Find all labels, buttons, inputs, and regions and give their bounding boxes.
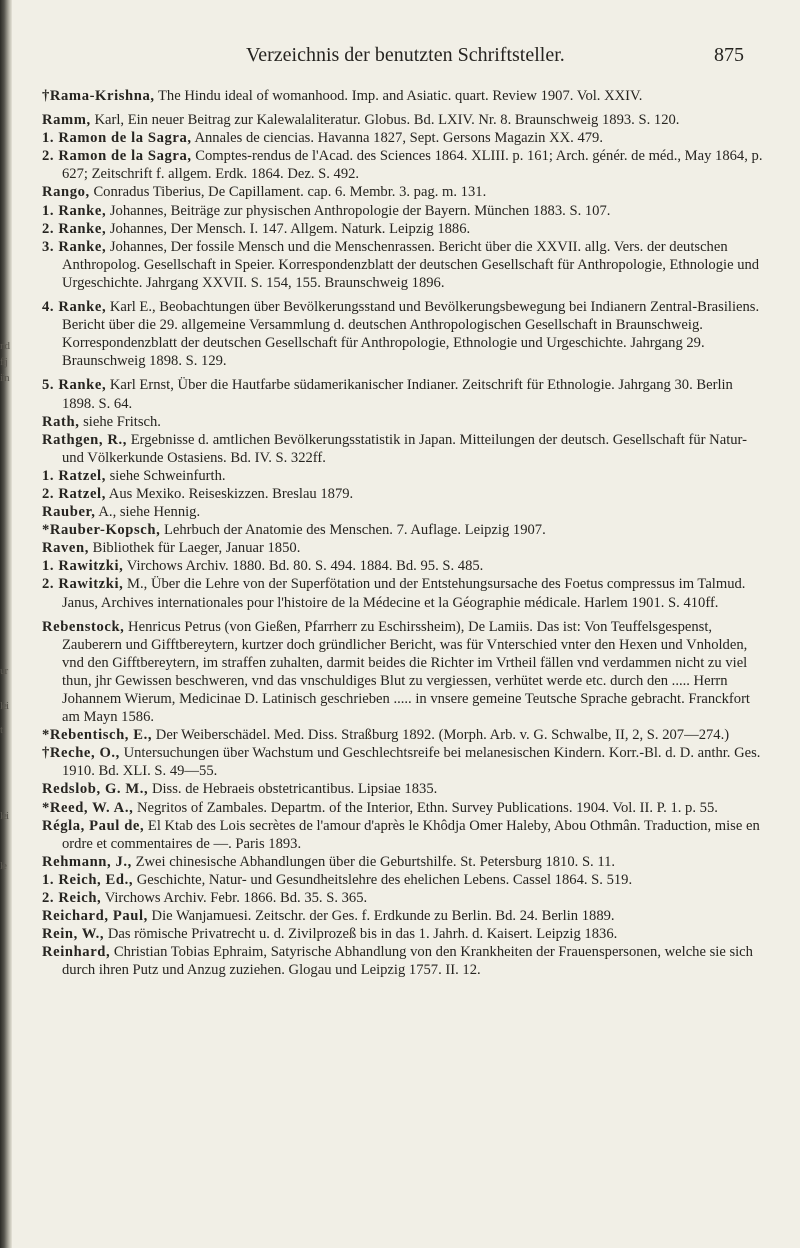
entry-text: The Hindu ideal of womanhood. Imp. and Asiatic. quart. Review 1907. Vol. XXIV. xyxy=(154,88,643,104)
entry-author: Rauber, xyxy=(42,504,96,521)
entry-text: Annales de ciencias. Havanna 1827, Sept. Gersons Magazin XX. 479. xyxy=(191,130,603,147)
bibliography-entry xyxy=(42,907,764,925)
entry-text: Johannes, Beiträge zur physischen Anthropologie der Bayern. München 1883. S. 107. xyxy=(106,202,611,219)
entry-author: *Reed, W. A., xyxy=(42,799,134,816)
bibliography-entry xyxy=(42,521,764,539)
bibliography-entry xyxy=(42,238,764,292)
entry-author: 3. Ranke, xyxy=(42,238,107,255)
gutter-bleed-marks: nd fij iin ur lei t lei le xyxy=(0,340,9,872)
entry-author: Redslob, G. M., xyxy=(42,781,149,798)
entry-text: Johannes, Der Mensch. I. 147. Allgem. Naturk. Leipzig 1886. xyxy=(106,220,471,237)
running-title: Verzeichnis der benutzten Schriftsteller. xyxy=(246,44,565,66)
bibliography-entry xyxy=(42,129,764,147)
entry-author: Reinhard, xyxy=(42,944,111,961)
bibliography-entry xyxy=(42,889,764,907)
entry-text: Negritos of Zambales. Departm. of the Interior, Ethn. Survey Publications. 1904. Vol. II. P. 1. p. 55. xyxy=(133,799,718,816)
entry-text: Geschichte, Natur- und Gesundheitslehre des ehelichen Lebens. Cassel 1864. S. 519. xyxy=(133,871,633,888)
entry-text: siehe Schweinfurth. xyxy=(105,467,226,484)
entry-author: Ramm, xyxy=(42,112,91,129)
entry-text: Das römische Privatrecht u. d. Zivilprozeß bis in das 1. Jahrh. d. Kaisert. Leipzig 1836. xyxy=(104,926,618,943)
entry-text: Untersuchungen über Wachstum und Geschlechtsreife bei melanesischen Kindern. Korr.-Bl. d. D. anthr. Ges. 1910. Bd. XLI. S. 49—55. xyxy=(62,745,761,780)
entry-author: 1. Rawitzki, xyxy=(42,558,124,575)
entry-author: *Rebentisch, E., xyxy=(42,727,153,744)
bibliography-entry xyxy=(42,485,764,503)
bibliography-list xyxy=(42,87,764,980)
entry-author: 2. Ramon de la Sagra, xyxy=(42,148,192,165)
bibliography-entry xyxy=(42,925,764,943)
entry-text: Johannes, Der fossile Mensch und die Menschenrassen. Bericht über die XXVII. allg. Vers. der deutschen Anthropolog. Gesellschaft in Speier. Korrespondenzblatt der deutschen Gesellschaft für Anthropologie, Ethnologie und Urgeschichte. Jahrgang XXVII. S. 154, 155. Braunschweig 1896. xyxy=(62,238,760,291)
entry-text: Henricus Petrus (von Gießen, Pfarrherr zu Eschirssheim), De Lamiis. Das ist: Von Teuffelsgespenst, Zauberern und Gifftbereytern, kurtzer doch gründlicher Bericht, was für Vnterschied vnter den Hexen und Vnholden, vnd den Gifftbereytern, im straffen zuhalten, darmit beides die Richter im Vrtheil fällen vnd verdammen nicht zu viel thun, jhr Gewissen beschweren, vnd das vnschuldiges Blut zu vergiessen, verhütet werde etc. durch den ..... Herrn Johannem Wierum, Medicinae D. Latinisch geschrieben ..... in vnsere gemeine Teutsche Sprache gebracht. Franckfort am Mayn 1586. xyxy=(62,618,750,726)
entry-author: 1. Reich, Ed., xyxy=(42,871,134,888)
bibliography-entry xyxy=(42,183,764,201)
bibliography-entry xyxy=(42,539,764,557)
entry-text: Bibliothek für Laeger, Januar 1850. xyxy=(88,540,301,557)
bibliography-entry xyxy=(42,87,764,105)
bibliography-entry xyxy=(42,431,764,467)
entry-author: 2. Reich, xyxy=(42,890,102,907)
bibliography-entry xyxy=(42,853,764,871)
entry-text: Conradus Tiberius, De Capillament. cap. 6. Membr. 3. pag. m. 131. xyxy=(89,184,487,201)
bibliography-entry xyxy=(42,557,764,575)
entry-text: Virchows Archiv. Febr. 1866. Bd. 35. S. 365. xyxy=(101,890,368,907)
entry-author: Raven, xyxy=(42,540,89,557)
bibliography-entry xyxy=(42,202,764,220)
entry-author: Rathgen, R., xyxy=(42,431,128,448)
entry-text: Der Weiberschädel. Med. Diss. Straßburg 1892. (Morph. Arb. v. G. Schwalbe, II, 2, S. 207—274.) xyxy=(152,727,730,744)
bibliography-entry xyxy=(42,744,764,780)
entry-author: 5. Ranke, xyxy=(42,377,107,394)
entry-author: Rath, xyxy=(42,413,80,430)
bibliography-entry xyxy=(42,413,764,431)
entry-text: Die Wanjamuesi. Zeitschr. der Ges. f. Erdkunde zu Berlin. Bd. 24. Berlin 1889. xyxy=(147,908,615,925)
bibliography-entry xyxy=(42,503,764,521)
bibliography-entry xyxy=(42,799,764,817)
entry-author: *Rauber-Kopsch, xyxy=(42,522,161,539)
bibliography-entry xyxy=(42,575,764,611)
bibliography-entry xyxy=(42,871,764,889)
bibliography-entry xyxy=(42,298,764,370)
entry-author: 4. Ranke, xyxy=(42,299,107,316)
bibliography-entry xyxy=(42,147,764,183)
bibliography-entry xyxy=(42,780,764,798)
entry-text: M., Über die Lehre von der Superfötation und der Entstehungsursache des Foetus compressus im Talmud. Janus, Archives internationales pour l'histoire de la Médecine et la Géographie médicale. Harlem 1901. S. 410ff. xyxy=(62,576,746,611)
entry-text: Virchows Archiv. 1880. Bd. 80. S. 494. 1884. Bd. 95. S. 485. xyxy=(123,558,484,575)
entry-text: Aus Mexiko. Reiseskizzen. Breslau 1879. xyxy=(105,485,354,502)
entry-text: Karl E., Beobachtungen über Bevölkerungsstand und Bevölkerungsbewegung bei Indianern Zentral-Brasiliens. Bericht über die 29. allgemeine Versammlung d. deutschen Anthropologischen Gesellschaft in Braunschweig. Korrespondenzblatt der deutschen Gesellschaft für Anthropologie, Ethnologie und Urgeschichte. Jahrgang 29. Braunschweig 1898. S. 129. xyxy=(62,299,760,370)
bibliography-entry xyxy=(42,111,764,129)
entry-author: 2. Ranke, xyxy=(42,220,107,237)
entry-text: siehe Fritsch. xyxy=(79,413,161,430)
entry-author: Reichard, Paul, xyxy=(42,908,148,925)
entry-author: 1. Ranke, xyxy=(42,202,107,219)
entry-text: Ergebnisse d. amtlichen Bevölkerungsstatistik in Japan. Mitteilungen der deutsch. Gesellschaft für Natur- und Völkerkunde Ostasiens. Bd. IV. S. 322ff. xyxy=(62,431,747,466)
entry-text: Lehrbuch der Anatomie des Menschen. 7. Auflage. Leipzig 1907. xyxy=(160,522,546,539)
entry-author: Rango, xyxy=(42,184,90,201)
page-header xyxy=(0,44,800,74)
bibliography-entry xyxy=(42,376,764,412)
entry-text: Karl, Ein neuer Beitrag zur Kalewalaliteratur. Globus. Bd. LXIV. Nr. 8. Braunschweig 1893. S. 120. xyxy=(90,112,680,129)
entry-text: El Ktab des Lois secrètes de l'amour d'après le Khôdja Omer Haleby, Abou Othmân. Traduction, mise en ordre et commentaires de —. Paris 1893. xyxy=(62,817,760,852)
entry-text: Karl Ernst, Über die Hautfarbe südamerikanischer Indianer. Zeitschrift für Ethnologie. Jahrgang 30. Berlin 1898. S. 64. xyxy=(62,377,733,412)
entry-author: †Reche, O., xyxy=(42,745,120,762)
entry-author: Rein, W., xyxy=(42,926,105,943)
entry-text: Diss. de Hebraeis obstetricantibus. Lipsiae 1835. xyxy=(148,781,438,798)
entry-author: 2. Rawitzki, xyxy=(42,576,124,593)
entry-text: Christian Tobias Ephraim, Satyrische Abhandlung von den Krankheiten der Frauenspersonen, welche sie sich durch ihren Putz und Anzug zuziehen. Glogau und Leipzig 1757. II. 12. xyxy=(62,944,753,979)
entry-text: A., siehe Hennig. xyxy=(95,504,201,521)
entry-author: 1. Ramon de la Sagra, xyxy=(42,130,192,147)
bibliography-entry xyxy=(42,618,764,727)
entry-author: 1. Ratzel, xyxy=(42,467,106,484)
bibliography-entry xyxy=(42,726,764,744)
page-number: 875 xyxy=(714,44,744,66)
entry-author: Rehmann, J., xyxy=(42,853,132,870)
bibliography-entry xyxy=(42,817,764,853)
bibliography-entry xyxy=(42,220,764,238)
entry-author: †Rama-Krishna, xyxy=(42,88,155,104)
entry-author: Rebenstock, xyxy=(42,618,125,635)
bibliography-entry xyxy=(42,943,764,979)
entry-author: 2. Ratzel, xyxy=(42,485,106,502)
entry-text: Zwei chinesische Abhandlungen über die Geburtshilfe. St. Petersburg 1810. S. 11. xyxy=(131,853,616,870)
bibliography-entry xyxy=(42,467,764,485)
entry-text: Comptes-rendus de l'Acad. des Sciences 1864. XLIII. p. 161; Arch. génér. de méd., May 1864, p. 627; Zeitschrift f. allgem. Erdk. 1864. Dez. S. 492. xyxy=(62,148,763,183)
entry-author: Régla, Paul de, xyxy=(42,817,145,834)
